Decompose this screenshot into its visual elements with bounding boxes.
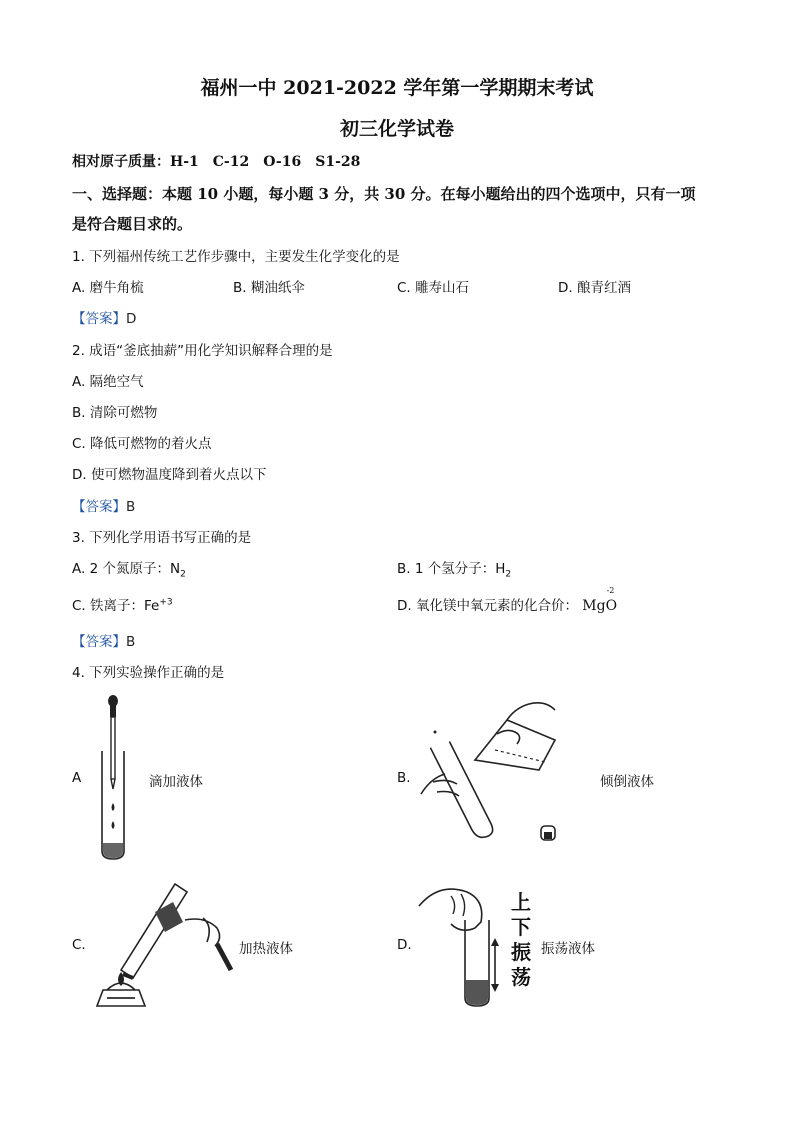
shake-char-4: 荡 bbox=[511, 965, 531, 989]
section-heading-line2: 是符合题目求的。 bbox=[72, 215, 193, 233]
exam-subtitle: 初三化学试卷 bbox=[339, 118, 454, 140]
shake-char-3: 振 bbox=[511, 940, 531, 964]
heating-illustration bbox=[93, 878, 243, 1014]
q3-option-b bbox=[397, 557, 511, 580]
q2-option-d: D. 使可燃物温度降到着火点以下 bbox=[72, 467, 267, 483]
q3-formula-mg: Mg bbox=[582, 598, 606, 614]
q3-formula-charge: -2 bbox=[606, 586, 615, 595]
answer-tag: 【答案】 bbox=[72, 499, 126, 515]
shake-vertical-text bbox=[511, 890, 531, 990]
q1-option-c: C. 雕寿山石 bbox=[397, 280, 470, 296]
q4-option-c-label: 加热液体 bbox=[239, 941, 293, 957]
q3-option-b-text: B. 1 个氢分子：H bbox=[397, 561, 506, 577]
shake-char-1: 上 bbox=[511, 890, 531, 914]
q1-option-a: A. 磨牛角梳 bbox=[72, 280, 144, 296]
q1-option-d: D. 酿青红酒 bbox=[558, 280, 631, 296]
q4-option-b-label: 倾倒液体 bbox=[600, 774, 654, 790]
q1-answer-value: D bbox=[126, 311, 137, 327]
q1-stem: 1. 下列福州传统工艺作步骤中，主要发生化学变化的是 bbox=[72, 249, 400, 265]
q3-formula-o: O bbox=[605, 598, 618, 614]
q2-option-a: A. 隔绝空气 bbox=[72, 374, 144, 390]
q4-option-d-letter: D. bbox=[397, 937, 412, 953]
q3-answer-value: B bbox=[126, 634, 136, 650]
q3-option-c-text: C. 铁离子：Fe bbox=[72, 598, 160, 614]
q4-option-c-letter: C. bbox=[72, 937, 86, 953]
exam-title: 福州一中 2021-2022 学年第一学期期末考试 bbox=[200, 77, 594, 99]
q3-option-c-sup: +3 bbox=[159, 597, 173, 608]
q3-option-c bbox=[72, 594, 173, 614]
q3-option-d-text: D. 氧化镁中氧元素的化合价： bbox=[397, 598, 578, 614]
q2-stem: 2. 成语“釜底抽薪”用化学知识解释合理的是 bbox=[72, 343, 333, 359]
pouring-illustration bbox=[415, 700, 565, 852]
q3-option-b-sub: 2 bbox=[505, 569, 512, 580]
q2-answer bbox=[72, 495, 135, 515]
q1-option-b: B. 糊油纸伞 bbox=[233, 280, 305, 296]
q2-option-c: C. 降低可燃物的着火点 bbox=[72, 436, 212, 452]
q4-stem: 4. 下列实验操作正确的是 bbox=[72, 665, 225, 681]
section-heading-line1: 一、选择题：本题 10 小题，每小题 3 分，共 30 分。在每小题给出的四个选项中，只有一项 bbox=[72, 185, 696, 203]
q3-option-a-sub: 2 bbox=[180, 569, 186, 580]
q3-formula bbox=[582, 586, 618, 614]
answer-tag: 【答案】 bbox=[72, 311, 126, 327]
q3-stem: 3. 下列化学用语书写正确的是 bbox=[72, 530, 252, 546]
q1-answer bbox=[72, 307, 136, 327]
q3-answer bbox=[72, 630, 135, 650]
dropper-illustration bbox=[92, 693, 142, 865]
answer-tag: 【答案】 bbox=[72, 634, 126, 650]
q3-option-d bbox=[397, 586, 618, 614]
q4-option-a-letter: A bbox=[72, 770, 82, 786]
q4-option-b-letter: B. bbox=[397, 770, 411, 786]
q4-option-d-label: 振荡液体 bbox=[541, 941, 595, 957]
shake-char-2: 下 bbox=[511, 915, 531, 939]
q3-option-a bbox=[72, 557, 186, 580]
q2-option-b: B. 清除可燃物 bbox=[72, 405, 158, 421]
q3-option-a-text: A. 2 个氮原子：N bbox=[72, 561, 181, 577]
q3-formula-o-wrap bbox=[605, 586, 618, 614]
shaking-illustration bbox=[415, 880, 505, 1010]
q4-option-a-label: 滴加液体 bbox=[149, 774, 203, 790]
q2-answer-value: B bbox=[126, 499, 136, 515]
atomic-mass-line: 相对原子质量：H-1 C-12 O-16 S1-28 bbox=[72, 154, 361, 170]
